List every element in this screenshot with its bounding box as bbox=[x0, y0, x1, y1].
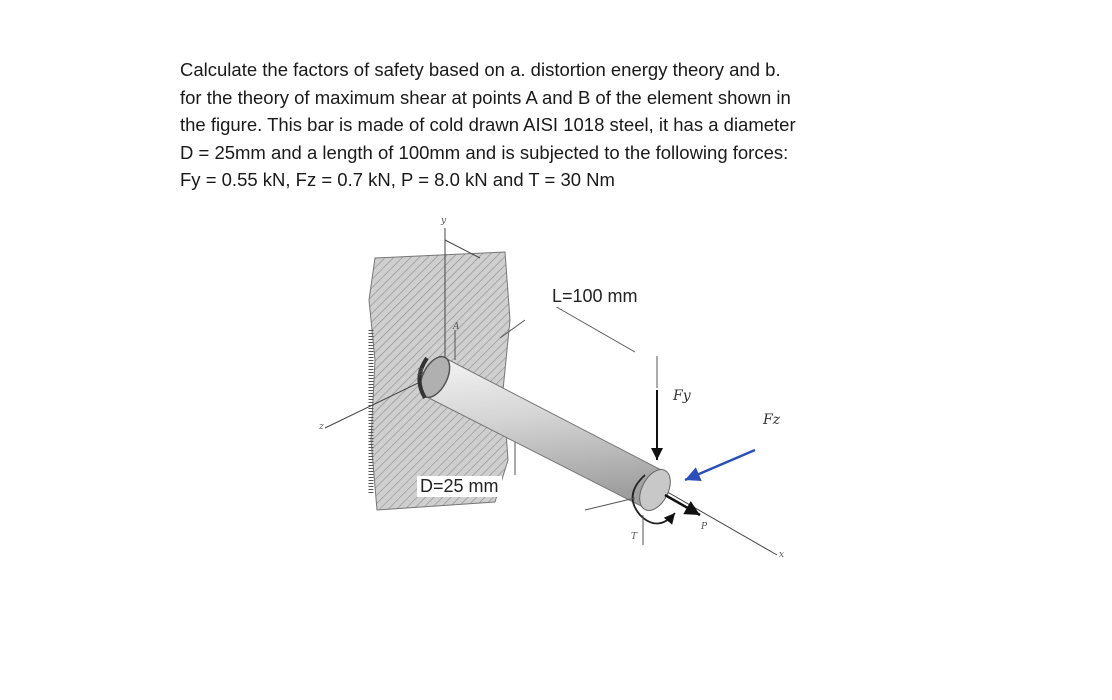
problem-statement bbox=[180, 56, 940, 194]
diameter-label: D=25 mm bbox=[417, 476, 502, 497]
figure-drawing bbox=[305, 210, 805, 575]
fz-label: Fz bbox=[763, 412, 781, 428]
p-arrow bbox=[665, 495, 700, 515]
problem-line-2: for the theory of maximum shear at points A and B of the element shown in bbox=[180, 86, 791, 108]
cantilever-bar-figure bbox=[305, 210, 805, 575]
length-label: L=100 mm bbox=[549, 286, 641, 307]
problem-line-4: D = 25mm and a length of 100mm and is subjected to the following forces: bbox=[180, 141, 789, 163]
fy-label: Fy bbox=[673, 388, 691, 404]
problem-line-3: the figure. This bar is made of cold drawn AISI 1018 steel, it has a diameter bbox=[180, 114, 796, 136]
x-axis-label: x bbox=[779, 550, 785, 560]
torque-label: T bbox=[631, 532, 638, 542]
fz-arrow bbox=[685, 450, 755, 480]
z-axis-label: z bbox=[319, 422, 324, 432]
problem-line-1: Calculate the factors of safety based on a. distortion energy theory and b. bbox=[180, 59, 781, 80]
front-leader bbox=[585, 498, 635, 510]
y-axis-label: y bbox=[441, 216, 447, 226]
point-a-label: A bbox=[453, 322, 460, 332]
point-b-label: B bbox=[417, 368, 424, 378]
p-label: P bbox=[701, 522, 708, 532]
length-dim-line bbox=[553, 305, 635, 352]
problem-line-5: Fy = 0.55 kN, Fz = 0.7 kN, P = 8.0 kN and T = 30 Nm bbox=[180, 169, 615, 191]
